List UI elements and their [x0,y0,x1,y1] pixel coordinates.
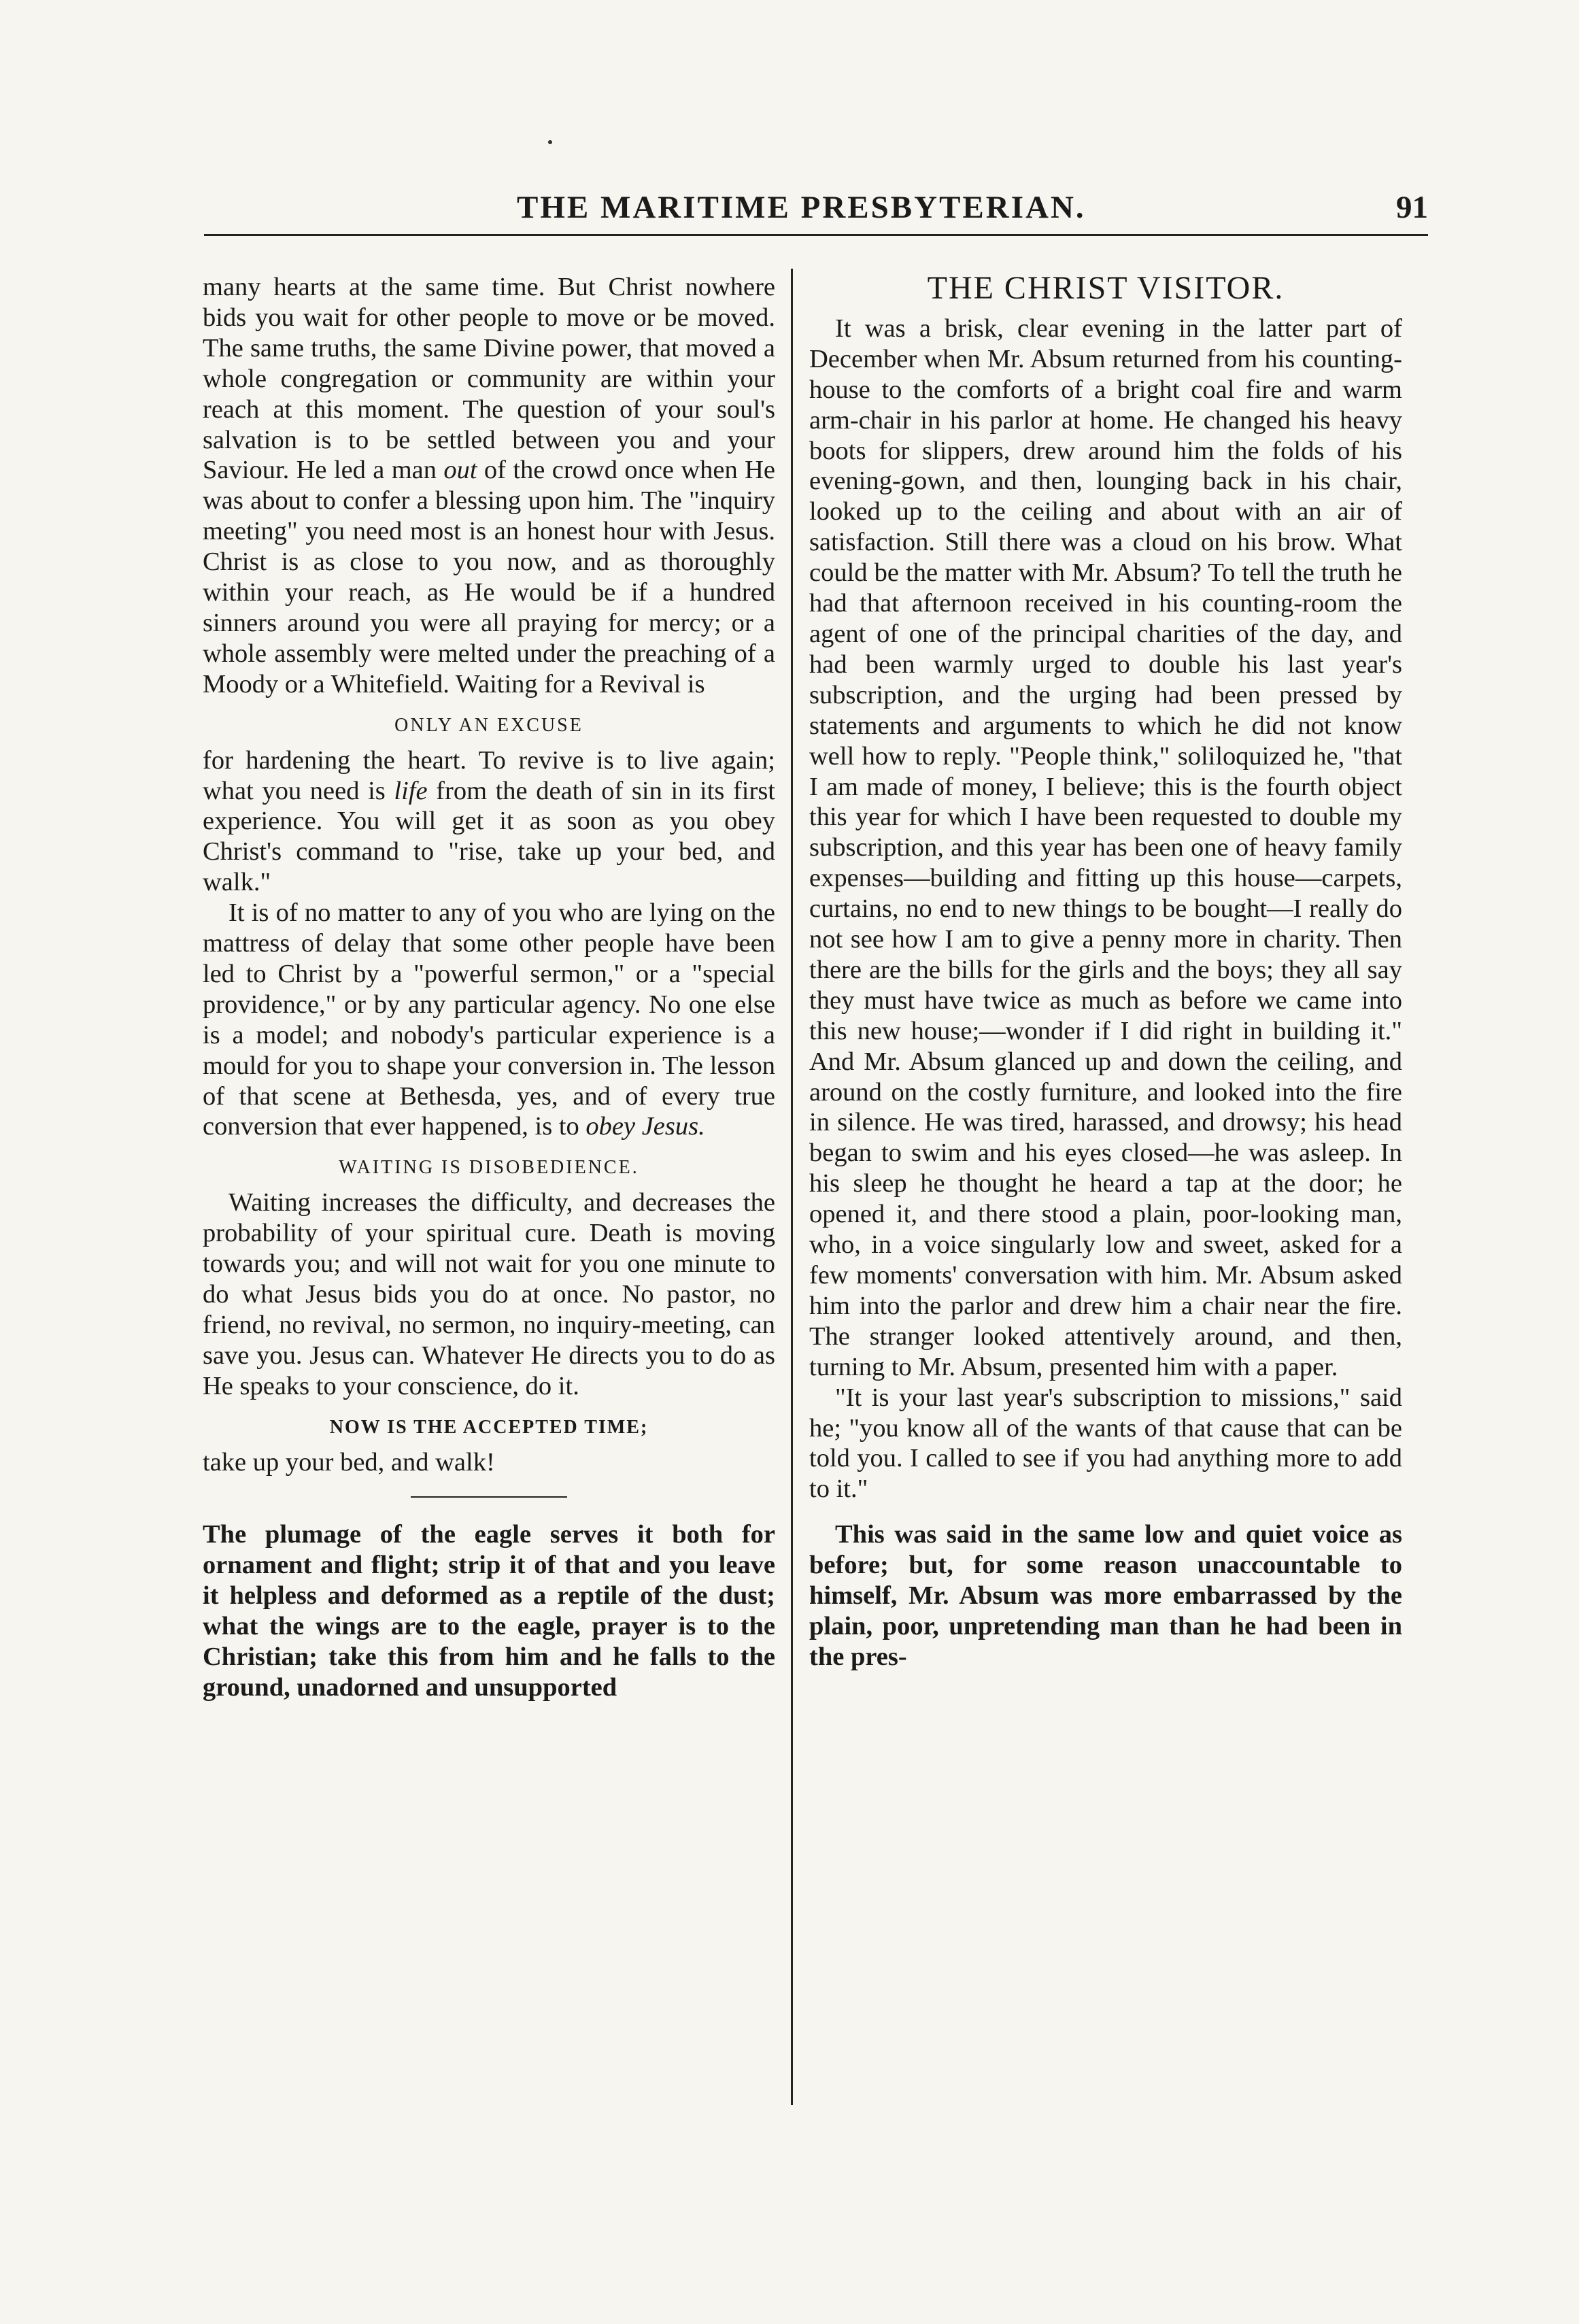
italic-text: life [394,776,428,805]
italic-text: out [443,456,477,485]
paragraph [203,272,775,700]
header-rule [204,234,1428,236]
running-title: THE MARITIME PRESBYTERIAN. [517,190,1086,225]
section-subheading: ONLY AN EXCUSE [394,714,583,736]
section-subheading: NOW IS THE ACCEPTED TIME; [329,1416,649,1438]
print-speck [548,140,552,144]
paragraph [203,898,775,1142]
text-run: of the crowd once when He was about to confer a blessing upon him. The "inquiry meeting" you need most is an honest hour with Jesus. Christ is as close to you now, and as thoroughly within your reach, as He would be if a hundred sinners around you were all praying for mercy; or a whole assembly were melted under the preaching of a Moody or a Whitefield. Waiting for a Revival is [203,456,775,698]
separator-rule [411,1496,567,1498]
paragraph: It was a brisk, clear evening in the latter part of December when Mr. Absum returned from his counting-house to the comforts of a bright coal fire and warm arm-chair in his parlor at home. He changed his heavy boots for slippers, drew around him the folds of his evening-gown, and then, lounging back in his chair, looked up to the ceiling and about with an air of satisfaction. Still there was a cloud on his brow. What could be the matter with Mr. Absum? To tell the truth he had that afternoon received in his counting-room the agent of one of the principal charities of the day, and had been warmly urged to double his last year's subscription, and the urging had been pressed by statements and arguments to which he did not know well how to reply. "People think," soliloquized he, "that I am made of money, I believe; this is the fourth object this year for which I have been requested to double my subscription, and this year has been one of heavy family expenses—building and fitting up this house—carpets, curtains, no end to new things to be bought—I really do not see how I am to give a penny more in charity. Then there are the bills for the girls and the boys; they all say they must have twice as much as before we came into this new house;—wonder if I did right in building it." And Mr. Absum glanced up and down the ceiling, and around on the costly furniture, and looked into the fire in silence. He was tired, harassed, and drowsy; his head began to swim and his eyes closed—he was asleep. In his sleep he thought he heard a tap at the door; he opened it, and there stood a plain, poor-looking man, who, in a voice singularly low and sweet, asked for a few moments' conversation with him. Mr. Absum asked him into the parlor and drew him a chair near the fire. The stranger looked attentively around, and then, turning to Mr. Absum, presented him with a paper. [809,314,1402,1381]
column-divider [791,269,793,2105]
paragraph [203,745,775,898]
text-run: It is of no matter to any of you who are lying on the mattress of delay that some other people have been led to Christ by a "powerful sermon," or a "special providence," or by any particular agency. No one else is a model; and nobody's particular experience is a mould for you to shape your conversion in. The lesson of that scene at Bethesda, yes, and of every true conversion that ever happened, is to [203,898,775,1141]
section-subheading: WAITING IS DISOBEDIENCE. [339,1157,639,1179]
paragraph: This was said in the same low and quiet voice as before; but, for some reason unaccountable to himself, Mr. Absum was more embarrassed by the plain, poor, unpretending man than he had been in the pres- [809,1520,1402,1671]
spacer [809,1504,1402,1519]
page-number: 91 [1396,190,1428,225]
article-title: THE CHRIST VISITOR. [927,270,1285,306]
text-run: from the death of sin in its first experience. You will get it as soon as you obey Christ's command to "rise, take up your bed, and walk." [203,776,775,897]
left-column [203,272,775,1703]
paragraph: The plumage of the eagle serves it both for ornament and flight; strip it of that and you leave it helpless and deformed as a reptile of the dust; what the wings are to the eagle, prayer is to the Christian; take this from him and he falls to the ground, unadorned and unsupported [203,1520,775,1702]
italic-text: obey Jesus. [585,1112,705,1141]
paragraph: Waiting increases the difficulty, and decreases the probability of your spiritual cure. Death is moving towards you; and will not wait for you one minute to do what Jesus bids you do at once. No pastor, no friend, no revival, no sermon, no inquiry-meeting, can save you. Jesus can. Whatever He directs you to do as He speaks to your conscience, do it. [203,1188,775,1400]
text-run: for hardening the heart. To revive is to live again; what you need is [203,745,775,805]
paragraph: take up your bed, and walk! [203,1447,495,1477]
page-header [204,184,1428,245]
paragraph: "It is your last year's subscription to missions," said he; "you know all of the wants of that cause that can be told you. I called to see if you had anything more to add to it." [809,1383,1402,1504]
text-run: many hearts at the same time. But Christ nowhere bids you wait for other people to move or be moved. The same truths, the same Divine power, that moved a whole congregation or community are within your reach at this moment. The question of your soul's salvation is to be settled between you and your Saviour. He led a man [203,273,775,485]
right-column [809,272,1402,1672]
